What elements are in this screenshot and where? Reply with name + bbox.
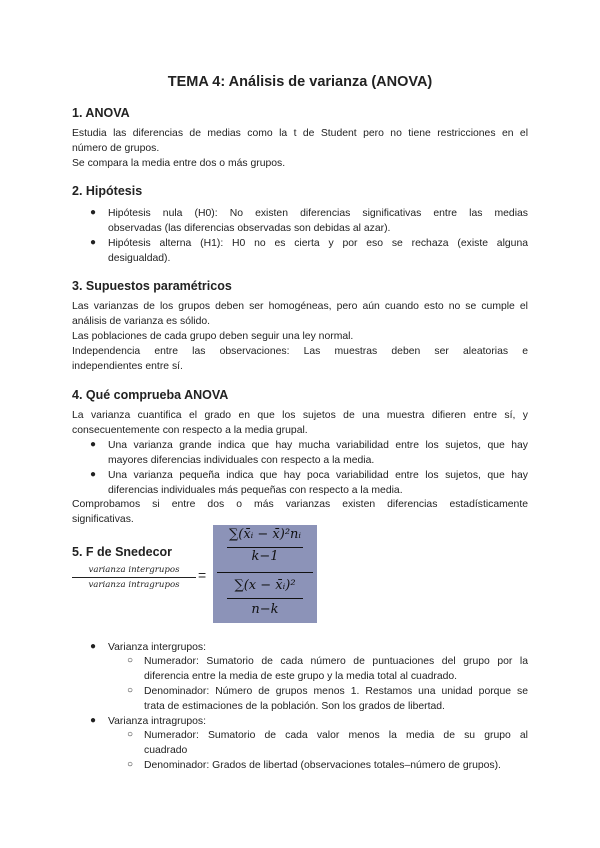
section-5-heading: 5. F de Snedecor [72,545,173,559]
formula-den-top: ∑(x − x̄ᵢ)² [234,578,296,593]
section-3-line-1: Las varianzas de los grupos deben ser homogéneas, pero aún cuando esto no se cumple el [72,301,528,312]
bullet-dot-icon: ● [90,469,97,480]
intra-numerator-line-1: Numerador: Sumatorio de cada valor menos la media de su grupo al [144,730,528,741]
variance-ratio-fraction [72,565,196,590]
section-4-line-4: significativas. [72,514,134,525]
f-formula-image [213,525,317,623]
section-3-line-2: análisis de varianza es sólido. [72,316,211,327]
fraction-denominator: varianza intragrupos [88,580,180,590]
formula-den-bottom: n−k [251,602,279,617]
variance-large-line-2: mayores diferencias individuales con respecto a la media. [108,455,375,466]
bullet-dot-icon: ● [90,715,97,726]
page-title: TEMA 4: Análisis de varianza (ANOVA) [167,74,433,90]
section-1-line-1: Estudia las diferencias de medias como la t de Student pero no tiene restricciones en el [72,128,528,139]
bullet-dot-icon: ● [90,237,97,248]
bullet-dot-icon: ● [90,207,97,218]
formula-num-top: ∑(x̄ᵢ − x̄)²nᵢ [228,527,302,542]
hypothesis-alt-line-1: Hipótesis alterna (H1): H0 no es cierta y por eso se rechaza (existe alguna [108,238,528,249]
inter-numerator-line-2: diferencia entre la media de este grupo y la media total al cuadrado. [144,671,458,682]
section-3-line-3: Las poblaciones de cada grupo deben seguir una ley normal. [72,331,354,342]
hypothesis-alt-line-2: desigualdad). [108,253,171,264]
section-3-line-4: Independencia entre las observaciones: Las muestras deben ser aleatorias e [72,346,528,357]
bullet-circle-icon: ○ [127,759,134,770]
hypothesis-null-line-1: Hipótesis nula (H0): No existen diferencias significativas entre las medias [108,208,528,219]
bullet-dot-icon: ● [90,439,97,450]
bullet-circle-icon: ○ [127,685,134,696]
section-1-line-3: Se compara la media entre dos o más grupos. [72,158,286,169]
section-4-line-1: La varianza cuantifica el grado en que los sujetos de una muestra difieren entre sí, y [72,410,528,421]
section-1-heading: 1. ANOVA [72,106,130,120]
equals-sign: = [198,567,207,583]
inter-numerator-line-1: Numerador: Sumatorio de cada número de puntuaciones del grupo por la [144,656,528,667]
variance-small-line-2: diferencias individuales más pequeñas con respecto a la media. [108,485,403,496]
section-3-heading: 3. Supuestos paramétricos [72,279,232,293]
section-1-line-2: número de grupos. [72,143,160,154]
inter-denominator-line-2: trata de estimaciones de la población. Son los grados de libertad. [144,701,445,712]
variance-small-line-1: Una varianza pequeña indica que hay poca variabilidad entre los sujetos, que hay [108,470,528,481]
section-4-line-3: Comprobamos si entre dos o más varianzas existen diferencias estadísticamente [72,499,528,510]
bullet-dot-icon: ● [90,641,97,652]
bullet-circle-icon: ○ [127,655,134,666]
section-4-line-2: consecuentemente con respecto a la media grupal. [72,425,308,436]
bullet-circle-icon: ○ [127,729,134,740]
variance-large-line-1: Una varianza grande indica que hay mucha variabilidad entre los sujetos, que hay [108,440,528,451]
intra-denominator-line-1: Denominador: Grados de libertad (observaciones totales–número de grupos). [144,760,501,771]
section-4-heading: 4. Qué comprueba ANOVA [72,388,229,402]
section-2-heading: 2. Hipótesis [72,184,143,198]
fraction-numerator: varianza intergrupos [88,565,180,575]
intra-variance-label: Varianza intragrupos: [108,716,206,727]
hypothesis-null-line-2: observadas (las diferencias observadas son debidas al azar). [108,223,391,234]
section-3-line-5: independientes entre sí. [72,361,183,372]
inter-variance-label: Varianza intergrupos: [108,642,206,653]
formula-num-bottom: k−1 [251,549,279,564]
inter-denominator-line-1: Denominador: Número de grupos menos 1. Restamos una unidad porque se [144,686,528,697]
intra-numerator-line-2: cuadrado [144,745,188,756]
